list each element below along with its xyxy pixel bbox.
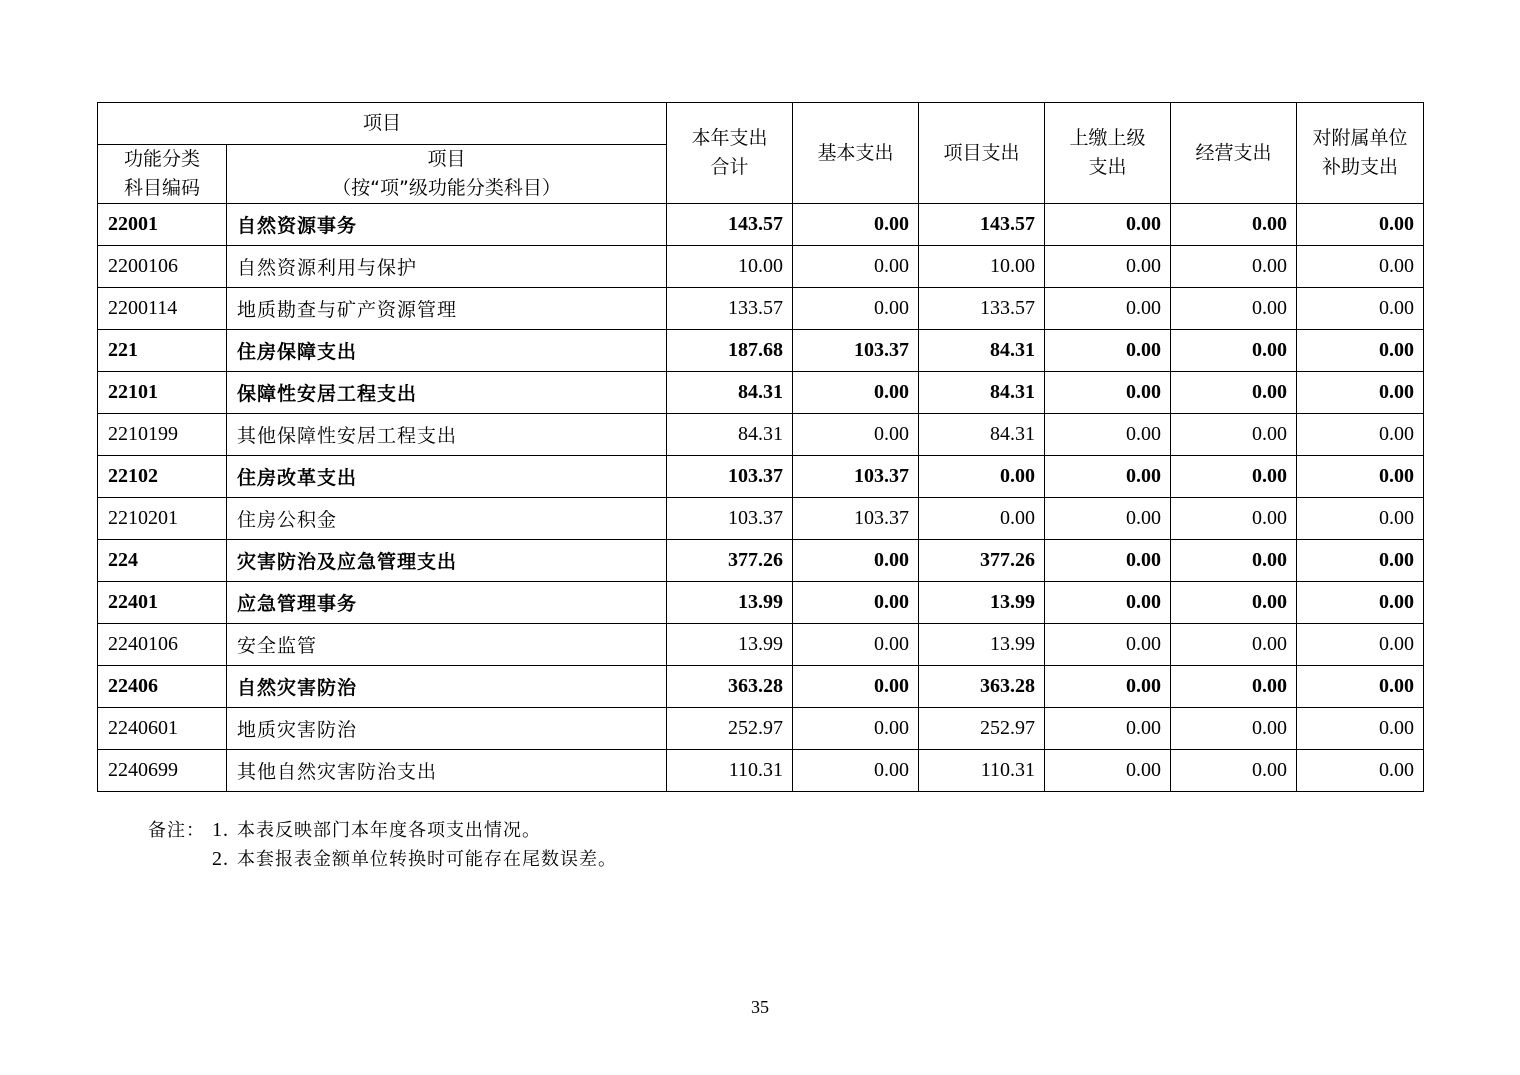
cell-code: 2200106 xyxy=(98,246,227,288)
table-row xyxy=(98,414,1424,456)
cell-basic: 0.00 xyxy=(793,288,919,330)
cell-operating: 0.00 xyxy=(1171,666,1297,708)
header-item: 项目 xyxy=(98,103,667,145)
table-row xyxy=(98,750,1424,792)
cell-project: 84.31 xyxy=(919,372,1045,414)
cell-project: 143.57 xyxy=(919,204,1045,246)
note-text: 本套报表金额单位转换时可能存在尾数误差。 xyxy=(237,849,617,870)
cell-name: 其他自然灾害防治支出 xyxy=(227,750,667,792)
cell-operating: 0.00 xyxy=(1171,456,1297,498)
cell-operating: 0.00 xyxy=(1171,624,1297,666)
cell-subsidy: 0.00 xyxy=(1297,708,1424,750)
cell-remit: 0.00 xyxy=(1045,498,1171,540)
cell-remit: 0.00 xyxy=(1045,708,1171,750)
cell-basic: 0.00 xyxy=(793,666,919,708)
cell-code: 2240601 xyxy=(98,708,227,750)
cell-name: 应急管理事务 xyxy=(227,582,667,624)
cell-name: 住房改革支出 xyxy=(227,456,667,498)
cell-operating: 0.00 xyxy=(1171,750,1297,792)
cell-code: 22401 xyxy=(98,582,227,624)
cell-code: 22101 xyxy=(98,372,227,414)
cell-name: 其他保障性安居工程支出 xyxy=(227,414,667,456)
table-row xyxy=(98,708,1424,750)
cell-remit: 0.00 xyxy=(1045,288,1171,330)
cell-remit: 0.00 xyxy=(1045,582,1171,624)
cell-operating: 0.00 xyxy=(1171,582,1297,624)
cell-name: 保障性安居工程支出 xyxy=(227,372,667,414)
header-basic: 基本支出 xyxy=(793,103,919,204)
cell-subsidy: 0.00 xyxy=(1297,582,1424,624)
cell-basic: 103.37 xyxy=(793,456,919,498)
cell-remit: 0.00 xyxy=(1045,414,1171,456)
table-row xyxy=(98,456,1424,498)
table-row xyxy=(98,624,1424,666)
header-total xyxy=(667,103,793,204)
cell-basic: 0.00 xyxy=(793,414,919,456)
cell-subsidy: 0.00 xyxy=(1297,330,1424,372)
cell-code: 224 xyxy=(98,540,227,582)
header-func-code xyxy=(98,145,227,204)
cell-subsidy: 0.00 xyxy=(1297,666,1424,708)
cell-code: 2240699 xyxy=(98,750,227,792)
header-remit-line1: 上缴上级 xyxy=(1069,127,1146,149)
table-row xyxy=(98,246,1424,288)
cell-name: 住房保障支出 xyxy=(227,330,667,372)
cell-name: 住房公积金 xyxy=(227,498,667,540)
cell-subsidy: 0.00 xyxy=(1297,498,1424,540)
cell-operating: 0.00 xyxy=(1171,204,1297,246)
cell-basic: 0.00 xyxy=(793,540,919,582)
notes-label: 备注： xyxy=(148,820,205,841)
cell-total: 363.28 xyxy=(667,666,793,708)
cell-operating: 0.00 xyxy=(1171,540,1297,582)
cell-code: 22001 xyxy=(98,204,227,246)
cell-project: 13.99 xyxy=(919,624,1045,666)
cell-name: 安全监管 xyxy=(227,624,667,666)
note-line-1 xyxy=(148,816,617,845)
cell-total: 103.37 xyxy=(667,456,793,498)
note-number: 2. xyxy=(212,848,229,870)
header-func-code-line1: 功能分类 xyxy=(123,148,200,170)
cell-basic: 0.00 xyxy=(793,708,919,750)
header-item-name-line2: （按“项”级功能分类科目） xyxy=(332,177,561,199)
header-total-line1: 本年支出 xyxy=(691,127,768,149)
cell-total: 13.99 xyxy=(667,582,793,624)
header-operating: 经营支出 xyxy=(1171,103,1297,204)
table-row xyxy=(98,330,1424,372)
cell-code: 2210199 xyxy=(98,414,227,456)
page-number: 35 xyxy=(751,997,769,1017)
cell-project: 13.99 xyxy=(919,582,1045,624)
cell-basic: 0.00 xyxy=(793,246,919,288)
cell-subsidy: 0.00 xyxy=(1297,540,1424,582)
cell-name: 地质勘查与矿产资源管理 xyxy=(227,288,667,330)
table-row xyxy=(98,498,1424,540)
cell-project: 0.00 xyxy=(919,498,1045,540)
cell-basic: 103.37 xyxy=(793,498,919,540)
cell-total: 110.31 xyxy=(667,750,793,792)
note-line-2 xyxy=(148,845,617,874)
notes xyxy=(148,816,617,874)
table-row xyxy=(98,540,1424,582)
cell-subsidy: 0.00 xyxy=(1297,456,1424,498)
cell-name: 地质灾害防治 xyxy=(227,708,667,750)
cell-remit: 0.00 xyxy=(1045,624,1171,666)
table-row xyxy=(98,288,1424,330)
cell-subsidy: 0.00 xyxy=(1297,246,1424,288)
header-item-name xyxy=(227,145,667,204)
cell-basic: 0.00 xyxy=(793,204,919,246)
cell-remit: 0.00 xyxy=(1045,456,1171,498)
cell-operating: 0.00 xyxy=(1171,288,1297,330)
cell-total: 10.00 xyxy=(667,246,793,288)
cell-total: 13.99 xyxy=(667,624,793,666)
cell-total: 103.37 xyxy=(667,498,793,540)
cell-subsidy: 0.00 xyxy=(1297,204,1424,246)
cell-total: 377.26 xyxy=(667,540,793,582)
header-subsidy-line2: 补助支出 xyxy=(1322,156,1399,178)
cell-operating: 0.00 xyxy=(1171,330,1297,372)
note-text: 本表反映部门本年度各项支出情况。 xyxy=(237,820,541,841)
cell-remit: 0.00 xyxy=(1045,330,1171,372)
cell-remit: 0.00 xyxy=(1045,666,1171,708)
cell-total: 133.57 xyxy=(667,288,793,330)
cell-name: 灾害防治及应急管理支出 xyxy=(227,540,667,582)
cell-operating: 0.00 xyxy=(1171,414,1297,456)
header-total-line2: 合计 xyxy=(710,156,749,178)
cell-code: 2240106 xyxy=(98,624,227,666)
cell-code: 22102 xyxy=(98,456,227,498)
cell-project: 84.31 xyxy=(919,414,1045,456)
cell-subsidy: 0.00 xyxy=(1297,372,1424,414)
cell-remit: 0.00 xyxy=(1045,372,1171,414)
cell-code: 22406 xyxy=(98,666,227,708)
table-row xyxy=(98,582,1424,624)
cell-operating: 0.00 xyxy=(1171,498,1297,540)
cell-project: 133.57 xyxy=(919,288,1045,330)
cell-name: 自然资源利用与保护 xyxy=(227,246,667,288)
cell-basic: 0.00 xyxy=(793,624,919,666)
notes-label-spacer xyxy=(148,845,212,874)
cell-code: 2200114 xyxy=(98,288,227,330)
cell-subsidy: 0.00 xyxy=(1297,288,1424,330)
cell-project: 0.00 xyxy=(919,456,1045,498)
header-project: 项目支出 xyxy=(919,103,1045,204)
cell-basic: 103.37 xyxy=(793,330,919,372)
table-row xyxy=(98,372,1424,414)
expenditure-table xyxy=(97,102,1424,792)
cell-project: 252.97 xyxy=(919,708,1045,750)
cell-code: 221 xyxy=(98,330,227,372)
cell-project: 110.31 xyxy=(919,750,1045,792)
cell-remit: 0.00 xyxy=(1045,540,1171,582)
table-body xyxy=(98,204,1424,792)
note-number: 1. xyxy=(212,819,229,841)
header-remit-line2: 支出 xyxy=(1088,156,1127,178)
cell-operating: 0.00 xyxy=(1171,246,1297,288)
cell-total: 143.57 xyxy=(667,204,793,246)
cell-total: 84.31 xyxy=(667,414,793,456)
cell-total: 187.68 xyxy=(667,330,793,372)
cell-subsidy: 0.00 xyxy=(1297,750,1424,792)
cell-code: 2210201 xyxy=(98,498,227,540)
cell-subsidy: 0.00 xyxy=(1297,414,1424,456)
cell-basic: 0.00 xyxy=(793,582,919,624)
cell-total: 84.31 xyxy=(667,372,793,414)
cell-remit: 0.00 xyxy=(1045,750,1171,792)
cell-basic: 0.00 xyxy=(793,372,919,414)
table-row xyxy=(98,666,1424,708)
header-subsidy xyxy=(1297,103,1424,204)
header-item-name-line1: 项目 xyxy=(427,148,466,170)
cell-name: 自然灾害防治 xyxy=(227,666,667,708)
cell-basic: 0.00 xyxy=(793,750,919,792)
cell-operating: 0.00 xyxy=(1171,372,1297,414)
header-remit xyxy=(1045,103,1171,204)
cell-subsidy: 0.00 xyxy=(1297,624,1424,666)
cell-project: 363.28 xyxy=(919,666,1045,708)
table-header xyxy=(98,103,1424,204)
table-row xyxy=(98,204,1424,246)
cell-total: 252.97 xyxy=(667,708,793,750)
header-func-code-line2: 科目编码 xyxy=(123,177,200,199)
cell-project: 377.26 xyxy=(919,540,1045,582)
cell-name: 自然资源事务 xyxy=(227,204,667,246)
header-subsidy-line1: 对附属单位 xyxy=(1312,127,1408,149)
cell-project: 84.31 xyxy=(919,330,1045,372)
cell-operating: 0.00 xyxy=(1171,708,1297,750)
cell-remit: 0.00 xyxy=(1045,246,1171,288)
cell-remit: 0.00 xyxy=(1045,204,1171,246)
cell-project: 10.00 xyxy=(919,246,1045,288)
